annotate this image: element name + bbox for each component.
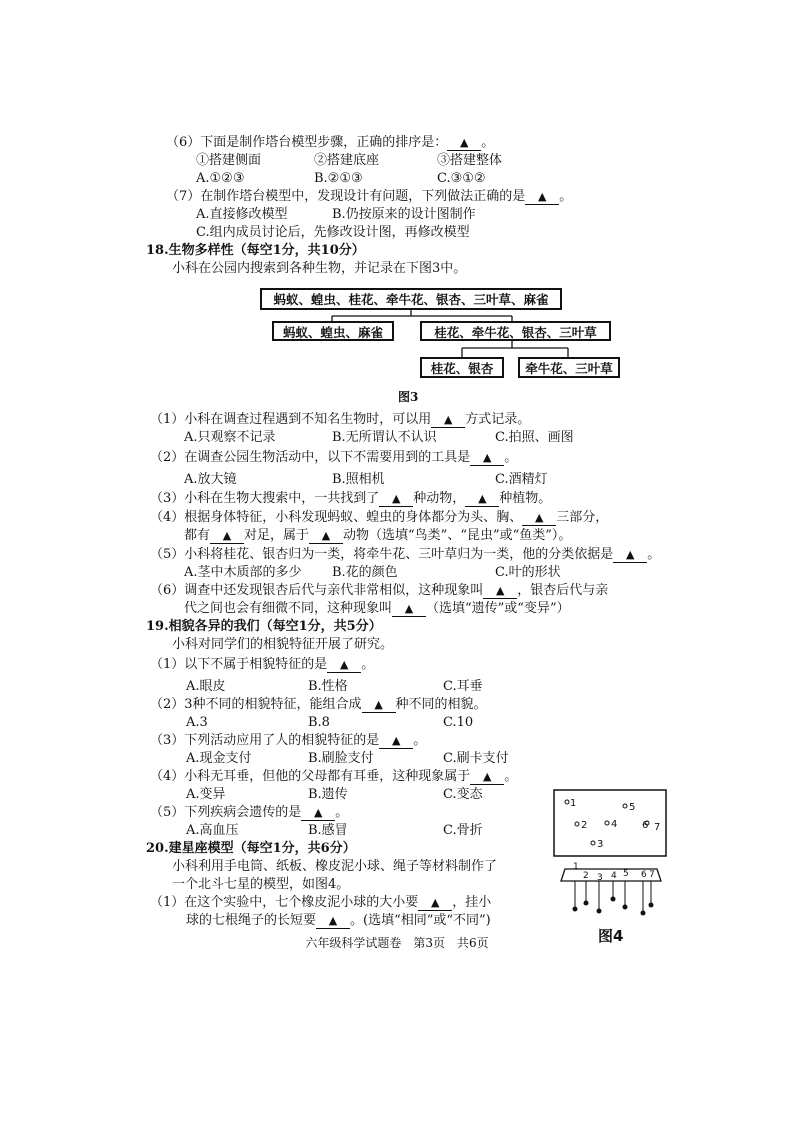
q19-intro: 小科对同学们的相貌特征开展了研究。 [172, 637, 394, 652]
answer-blank[interactable]: ▲ [465, 492, 499, 507]
q19-3-option-a: A.现金支付 [186, 751, 252, 766]
fig3-right-right-box: 牵牛花、三叶草 [518, 357, 620, 378]
q17-6-step-1: ①搭建侧面 [196, 153, 262, 168]
clay-ball [649, 903, 654, 908]
bar-label: 4 [611, 871, 617, 881]
q18-1-question [150, 411, 530, 429]
q18-4-end: 三部分， [556, 510, 609, 525]
clay-ball [584, 901, 589, 906]
answer-blank[interactable]: ▲ [418, 896, 452, 911]
answer-blank[interactable]: ▲ [525, 190, 559, 205]
answer-blank[interactable]: ▲ [327, 658, 361, 673]
star-dot [623, 804, 627, 808]
q19-5-question [150, 804, 348, 822]
q17-6-step-2: ②搭建底座 [314, 153, 380, 168]
q18-5-text: （5）小科将桂花、银杏归为一类，将牵牛花、三叶草归为一类，他的分类依据是 [150, 547, 614, 562]
q19-5-end: 。 [335, 805, 349, 820]
q18-4-question [150, 509, 608, 527]
q18-1-option-a: A.只观察不记录 [184, 430, 276, 445]
q18-1-text: （1）小科在调查过程遇到不知名生物时，可以用 [150, 412, 432, 427]
q18-4-question-cont [184, 527, 571, 545]
q19-4-option-c: C.变态 [443, 787, 483, 802]
fig4-big-dipper-model [553, 789, 668, 924]
q18-5-option-c: C.叶的形状 [495, 565, 561, 580]
q19-5-option-b: B.感冒 [308, 823, 348, 838]
answer-blank[interactable]: ▲ [613, 548, 647, 563]
q17-6-option-b: B.②①③ [314, 171, 363, 186]
q19-5-option-c: C.骨折 [443, 823, 483, 838]
q20-intro-2: 一个北斗七星的模型，如图4。 [172, 877, 350, 892]
q20-1-end: ，挂小 [452, 895, 492, 910]
star-dot [575, 822, 579, 826]
q18-6-question [150, 582, 608, 600]
q20-intro-1: 小科利用手电筒、纸板、橡皮泥小球、绳子等材料制作了 [172, 859, 498, 874]
q20-1-question-cont [186, 912, 491, 930]
q18-6-text: （6）调查中还发现银杏后代与亲代非常相似，这种现象叫 [150, 583, 484, 598]
q18-intro: 小科在公园内搜索到各种生物，并记录在下图3中。 [172, 261, 467, 276]
fig3-root-box: 蚂蚁、蝗虫、桂花、牵牛花、银杏、三叶草、麻雀 [260, 288, 562, 310]
q17-6-question [166, 134, 494, 152]
q19-3-text: （3）下列活动应用了人的相貌特征的是 [150, 733, 380, 748]
q18-6-question-cont [184, 600, 570, 618]
q18-6-end: ，银杏后代与亲 [517, 583, 609, 598]
q17-7-option-b: B.仍按原来的设计图制作 [332, 207, 476, 222]
star-label: 2 [581, 820, 588, 831]
q18-6b-end: （选填“遗传”或“变异”） [426, 601, 570, 616]
bar-label: 7 [649, 870, 655, 880]
answer-blank[interactable]: ▲ [379, 734, 413, 749]
q19-2-question [150, 696, 487, 714]
q19-3-option-c: C.刷卡支付 [443, 751, 509, 766]
q18-3-mid: 种动物， [413, 491, 466, 506]
fig3-right-left-box: 桂花、银杏 [420, 357, 504, 378]
q19-4-option-b: B.遗传 [308, 787, 348, 802]
q18-6b-text: 代之间也会有细微不同，这种现象叫 [184, 601, 393, 616]
q18-5-end: 。 [647, 547, 661, 562]
answer-blank[interactable]: ▲ [483, 584, 517, 599]
q18-2-option-c: C.酒精灯 [495, 472, 548, 487]
star-label: 5 [629, 802, 636, 813]
bar-label: 5 [623, 869, 629, 879]
q17-7-question [166, 188, 572, 206]
q20-1-question [150, 894, 491, 912]
q17-6-text: （6）下面是制作塔台模型步骤，正确的排序是： [166, 135, 448, 150]
q19-2-option-c: C.10 [443, 715, 474, 730]
q18-2-option-b: B.照相机 [332, 472, 385, 487]
fig4-caption: 图4 [598, 927, 624, 945]
q19-title: 19.相貌各异的我们（每空1分，共5分） [146, 619, 382, 634]
q19-1-option-a: A.眼皮 [186, 679, 226, 694]
q18-3-text: （3）小科在生物大搜索中，一共找到了 [150, 491, 380, 506]
page-footer: 六年级科学试题卷 第3页 共6页 [305, 936, 489, 950]
answer-blank[interactable]: ▲ [431, 413, 465, 428]
q18-4b-end: 动物（选填“鸟类”、“昆虫”或“鱼类”）。 [343, 528, 572, 543]
q18-4b-text: 都有 [184, 528, 211, 543]
answer-blank[interactable]: ▲ [210, 529, 244, 544]
q18-2-text: （2）在调查公园生物活动中，以下不需要用到的工具是 [150, 450, 471, 465]
q19-4-option-a: A.变异 [186, 787, 226, 802]
q18-1-end: 方式记录。 [465, 412, 531, 427]
clay-ball [641, 911, 646, 916]
q19-2-end: 种不同的相貌。 [395, 697, 487, 712]
clay-ball [611, 897, 616, 902]
q19-1-option-b: B.性格 [308, 679, 348, 694]
q18-5-question [150, 546, 660, 564]
q19-4-text: （4）小科无耳垂，但他的父母都有耳垂，这种现象属于 [150, 769, 471, 784]
answer-blank[interactable]: ▲ [470, 770, 504, 785]
q19-5-option-a: A.高血压 [186, 823, 239, 838]
answer-blank[interactable]: ▲ [301, 806, 335, 821]
star-label: 6 [642, 820, 649, 831]
star-label: 4 [611, 819, 618, 830]
star-label: 3 [597, 839, 604, 850]
answer-blank[interactable]: ▲ [316, 914, 350, 929]
answer-blank[interactable]: ▲ [309, 529, 343, 544]
q19-2-option-a: A.3 [186, 715, 208, 730]
q18-5-option-b: B.花的颜色 [332, 565, 398, 580]
clay-ball [597, 909, 602, 914]
q18-4-text: （4）根据身体特征，小科发现蚂蚁、蝗虫的身体都分为头、胸、 [150, 510, 523, 525]
bar-label: 2 [583, 871, 589, 881]
q20-1-text: （1）在这个实验中，七个橡皮泥小球的大小要 [150, 895, 419, 910]
bar-label: 3 [597, 873, 603, 883]
answer-blank[interactable]: ▲ [522, 511, 556, 526]
q19-3-option-b: B.刷脸支付 [308, 751, 374, 766]
q17-7-text: （7）在制作塔台模型中，发现设计有问题，下列做法正确的是 [166, 189, 526, 204]
q19-5-text: （5）下列疾病会遗传的是 [150, 805, 302, 820]
answer-blank[interactable]: ▲ [362, 698, 396, 713]
star-dot [605, 821, 609, 825]
q17-6-end: 。 [481, 135, 495, 150]
star-dot [591, 841, 595, 845]
q17-7-option-a: A.直接修改模型 [196, 207, 288, 222]
q19-4-question [150, 768, 517, 786]
q17-7-option-c: C.组内成员讨论后，先修改设计图，再修改模型 [196, 225, 470, 240]
q18-5-option-a: A.茎中木质部的多少 [184, 565, 302, 580]
q18-3-question [150, 490, 551, 508]
q19-3-question [150, 732, 426, 750]
q19-3-end: 。 [413, 733, 427, 748]
answer-blank[interactable]: ▲ [379, 492, 413, 507]
fig3-right-box: 桂花、牵牛花、银杏、三叶草 [420, 321, 611, 341]
q17-6-option-a: A.①②③ [196, 171, 245, 186]
fig3-caption: 图3 [398, 390, 419, 404]
q19-1-end: 。 [361, 657, 375, 672]
answer-blank[interactable]: ▲ [392, 602, 426, 617]
q18-4b-mid: 对足，属于 [244, 528, 310, 543]
q20-1b-end: 。(选填“相同”或“不同”) [350, 913, 491, 928]
q17-6-step-3: ③搭建整体 [437, 153, 503, 168]
q18-1-option-c: C.拍照、画图 [495, 430, 574, 445]
q18-1-option-b: B.无所谓认不认识 [332, 430, 437, 445]
q18-2-question [150, 449, 517, 467]
q20-title: 20.建星座模型（每空1分，共6分） [146, 841, 356, 856]
answer-blank[interactable]: ▲ [447, 136, 481, 151]
q18-2-end: 。 [504, 450, 518, 465]
q18-title: 18.生物多样性（每空1分，共10分） [146, 243, 365, 258]
q17-7-end: 。 [559, 189, 573, 204]
bar-label: 6 [641, 870, 647, 880]
q19-1-question [150, 656, 374, 674]
q19-2-option-b: B.8 [308, 715, 330, 730]
clay-ball [623, 905, 628, 910]
q18-3-end: 种植物。 [499, 491, 552, 506]
clay-ball [573, 907, 578, 912]
q19-1-text: （1）以下不属于相貌特征的是 [150, 657, 328, 672]
answer-blank[interactable]: ▲ [470, 451, 504, 466]
star-label: 7 [654, 822, 661, 833]
q19-4-end: 。 [504, 769, 518, 784]
star-dot [565, 800, 569, 804]
q19-1-option-c: C.耳垂 [443, 679, 483, 694]
q18-2-option-a: A.放大镜 [184, 472, 237, 487]
bar-label: 1 [573, 862, 579, 872]
q20-1b-text: 球的七根绳子的长短要 [186, 913, 317, 928]
q19-2-text: （2）3种不同的相貌特征，能组合成 [150, 697, 362, 712]
star-label: 1 [570, 798, 577, 809]
q17-6-option-c: C.③①② [437, 171, 486, 186]
fig3-left-box: 蚂蚁、蝗虫、麻雀 [272, 321, 394, 341]
